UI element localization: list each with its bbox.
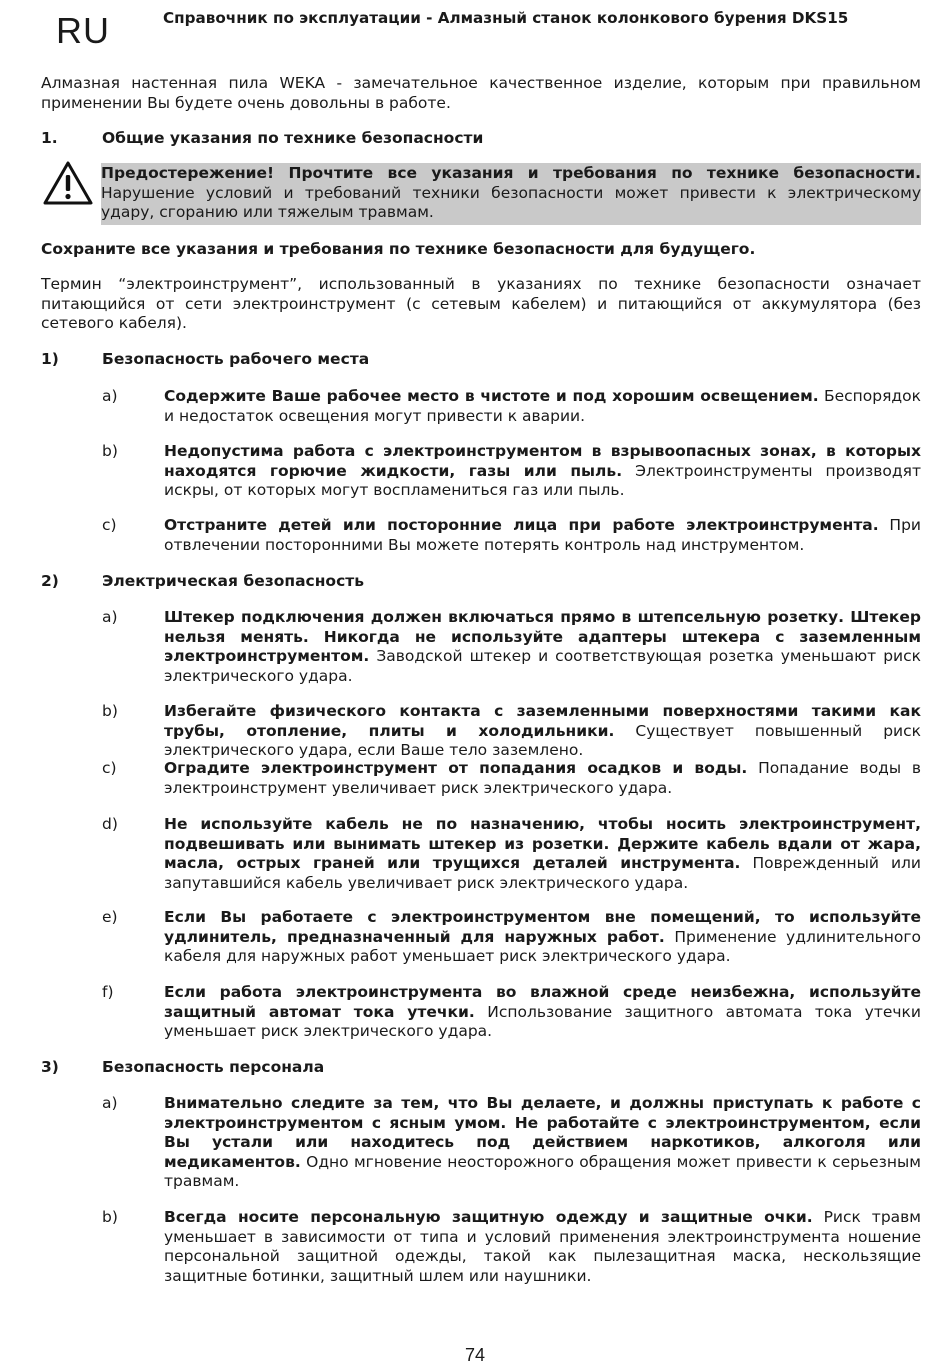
item-text: Поврежденный или запутавшийся кабель увеличивает риск электрического удара. [164, 854, 921, 892]
item-text: При отвлечении посторонними Вы можете потерять контроль над инструментом. [164, 516, 921, 554]
item-text: Существует повышенный риск электрического удара, если Ваше тело заземлено. [164, 721, 922, 759]
warning-bold-text: Предостережение! Прочтите все указания и требования по технике безопасности. [101, 164, 921, 182]
item-bold-text: Избегайте физического контакта с заземленными поверхностями такими как трубы, отопление, плиты и холодильники. [164, 702, 921, 740]
item-marker: c) [102, 759, 117, 777]
item-marker: d) [102, 815, 118, 833]
term-paragraph: Термин “электроинструмент”, использованный в указаниях по технике безопасности означает питающийся от сети электроинструмент (с сетевым кабелем) и питающийся от аккумулятора (без сетевого кабеля). [41, 275, 921, 332]
item-bold-text: Не используйте кабель не по назначению, чтобы носить электроинструмент, подвешивать или вынимать штекер из розетки. Держите кабель вдали от жара, масла, острых граней или трущихся деталей инструмента. [164, 815, 921, 872]
item-bold-text: Если работа электроинструмента во влажной среде неизбежна, используйте защитный автомат тока утечки. [164, 983, 921, 1021]
item-bold-text: Отстраните детей или посторонние лица при работе электроинструмента. [164, 516, 879, 534]
section-number: 1. [41, 129, 58, 147]
item-bold-text: Внимательно следите за тем, что Вы делаете, и должны приступать к работе с электроинструментом с ясным умом. Не работайте с электроинструментом, если Вы устали или находитесь под действием наркотиков, алкоголя или медикаментов. [164, 1094, 921, 1171]
warning-triangle-icon [42, 160, 94, 206]
item-marker: b) [102, 702, 118, 720]
section-title: Безопасность рабочего места [102, 350, 370, 368]
language-code: RU [56, 10, 110, 51]
warning-text: Нарушение условий и требований техники безопасности может привести к электрическому удару, сгоранию или тяжелым травмам. [101, 183, 921, 221]
page-number: 74 [464, 1345, 486, 1365]
item-text: Электроинструменты производят искры, от которых могут воспламениться газ или пыль. [164, 461, 921, 499]
item-marker: f) [102, 983, 114, 1001]
item-bold-text: Если Вы работаете с электроинструментом вне помещений, то используйте удлинитель, предназначенный для наружных работ. [164, 908, 921, 946]
item-marker: b) [102, 1208, 118, 1226]
intro-paragraph: Алмазная настенная пила WEKA - замечательное качественное изделие, которым при правильном применении Вы будете очень довольны в работе. [41, 74, 921, 112]
item-text: Риск травм уменьшает в зависимости от типа и условий применения электроинструмента ношение персональной защитной одежды, такой как пылезащитная маска, нескользящие защитные ботинки, защитный шлем или наушники. [164, 1208, 921, 1285]
item-text: Попадание воды в электроинструмент увеличивает риск электрического удара. [164, 759, 922, 797]
document-title: Справочник по эксплуатации - Алмазный станок колонкового бурения DKS15 [163, 9, 849, 27]
section-title: Электрическая безопасность [102, 572, 365, 590]
item-text: Применение удлинительного кабеля для наружных работ уменьшает риск электрического удара. [164, 927, 921, 965]
item-bold-text: Всегда носите персональную защитную одежду и защитные очки. [164, 1208, 813, 1226]
item-text: Использование защитного автомата тока утечки уменьшает риск электрического удара. [164, 1002, 921, 1040]
warning-box [101, 163, 921, 225]
item-marker: e) [102, 908, 118, 926]
item-text: Беспорядок и недостаток освещения могут привести к аварии. [164, 387, 921, 425]
item-marker: c) [102, 516, 117, 534]
item-marker: a) [102, 608, 118, 626]
item-marker: a) [102, 1094, 118, 1112]
section-number: 1) [41, 350, 59, 368]
item-marker: a) [102, 387, 118, 405]
item-bold-text: Содержите Ваше рабочее место в чистоте и под хорошим освещением. [164, 387, 819, 405]
item-bold-text: Оградите электроинструмент от попадания осадков и воды. [164, 759, 748, 777]
save-notice-text: Сохраните все указания и требования по технике безопасности для будущего. [41, 240, 756, 258]
section-title: Общие указания по технике безопасности [102, 129, 484, 147]
item-bold-text: Штекер подключения должен включаться прямо в штепсельную розетку. Штекер нельзя менять. Никогда не используйте адаптеры штекера с заземленным электроинструментом. [164, 608, 921, 665]
item-bold-text: Недопустима работа с электроинструментом в взрывоопасных зонах, в которых находятся горючие жидкости, газы или пыль. [164, 442, 921, 480]
section-number: 3) [41, 1058, 59, 1076]
item-marker: b) [102, 442, 118, 460]
item-text: Заводской штекер и соответствующая розетка уменьшают риск электрического удара. [164, 647, 921, 685]
section-title: Безопасность персонала [102, 1058, 325, 1076]
section-number: 2) [41, 572, 59, 590]
item-text: Одно мгновение неосторожного обращения может привести к серьезным травмам. [164, 1152, 921, 1190]
